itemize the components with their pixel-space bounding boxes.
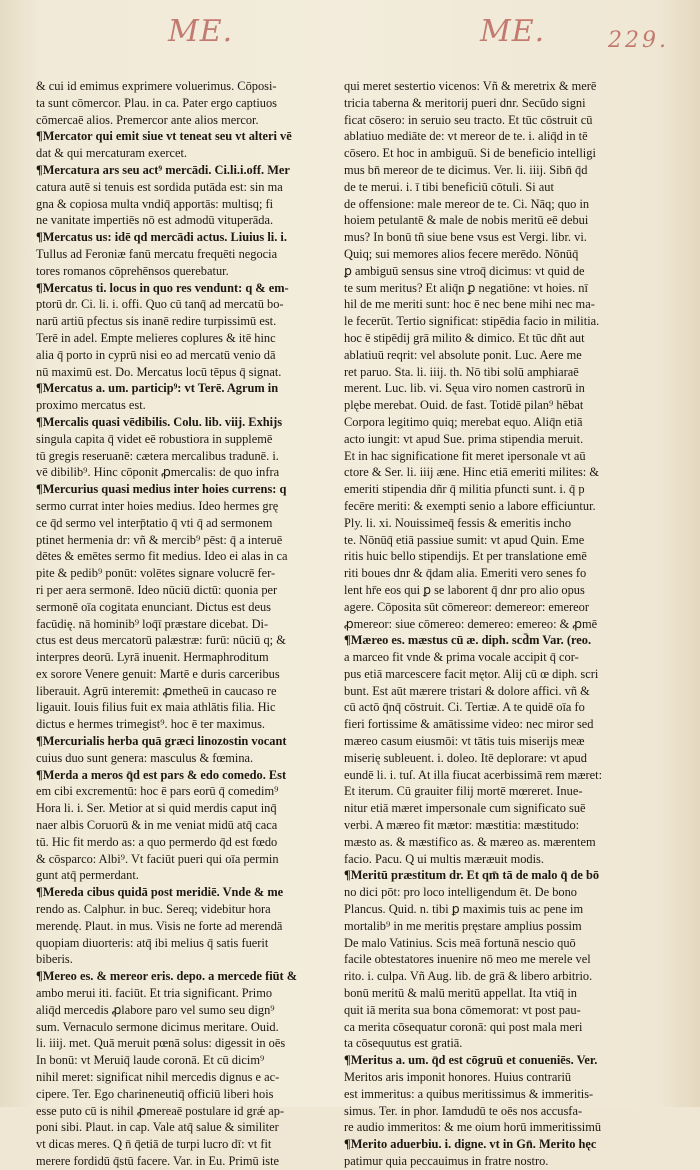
text-line: a marceo fit vnde & prima vocale accipit q̄ cor- — [344, 650, 579, 665]
text-line: tores romanos cōprehēnsos querebatur. — [36, 263, 229, 278]
text-line: ctus est deus mercatorū palæstræ: furū: nūciū q; & — [36, 633, 286, 648]
text-line: gna & copiosa multa vndiq̄ apportās: multisq; fi — [36, 196, 274, 211]
text-line: cū actō q̄nq̄ cōstruit. Ci. Tertiæ. A te quidē oīa fo — [344, 700, 585, 715]
text-line: agere. Cōposita sūt cōmereor: demereor: emereor — [344, 599, 589, 614]
text-line: tū. Hic fit merdo as: a quo permerdo q̄d est fœdo — [36, 834, 278, 849]
handwritten-header-left: ME. — [168, 14, 234, 49]
text-line: hoiem petulantē & male de nobis meritū eē debui — [344, 213, 589, 228]
text-line: Hora li. i. Ser. Metior at si quid merdis caput inq̄ — [36, 801, 277, 816]
text-line: facile obtestatores inuenire nō meo me merele vel — [344, 952, 591, 967]
text-line: mus? In bonū tñ siue bene vsus est Vergi. libr. vi. — [344, 230, 587, 245]
text-line: simus. Ter. in phor. Iamdudū te oēs nos accusfa- — [344, 1103, 583, 1118]
text-line: Meritos aris imponit honores. Huius contrariū — [344, 1070, 572, 1085]
text-line: facio. Pacu. Q ui multis mæræuit modis. — [344, 851, 544, 866]
text-line: ca merita cōsequatur coronā: qui post mala meri — [344, 1019, 583, 1034]
dictionary-entry-line: ¶Mercator qui emit siue vt teneat seu vt alteri vē — [36, 129, 292, 144]
text-line: aliq̄d mercedis ꝓlabore paro vel sumo seu dign⁹ — [36, 1002, 275, 1017]
text-line: qui meret sestertio vicenos: Vñ & meretrix & merē — [344, 79, 597, 93]
text-line: biberis. — [36, 952, 73, 967]
text-line: naer albis Coruorū & in me veniat midū atq̄ caca — [36, 818, 278, 833]
text-line: facūdię. nā hominib⁹ loq̄ī præstare dicebat. Di- — [36, 616, 269, 631]
dictionary-entry-line: ¶Mereda cibus quidā post meridiē. Vnde & me — [36, 885, 284, 900]
dictionary-entry-line: ¶Mercatus us: idē qd mercādi actus. Liuius li. i. — [36, 230, 287, 245]
text-line: vt dicas meres. Q n̄ q̄etiā de turpi lucro dī: vt fit — [36, 1137, 272, 1152]
text-line: riti boues dnr & q̄dam alia. Emeriti vero senes fo — [344, 566, 587, 581]
left-text-column — [36, 78, 332, 1170]
text-line: cipere. Ter. Ego charineneutiq̄ officiū liberi hois — [36, 1086, 274, 1101]
text-line: fecēre meriti: & exempti senio a labore efficiuntur. — [344, 498, 596, 513]
text-line: ablatiuo mediāte de: vt mereor de te. i. aliq̄d in tē — [344, 129, 588, 144]
text-line: sum. Vernaculo sermone dicimus meritare. Ouid. — [36, 1019, 279, 1034]
text-line: sermo currat inter hoies medius. Ideo hermes grę — [36, 498, 279, 513]
text-line: de te merui. i. ī tibi beneficiū cōtuli. Si aut — [344, 179, 554, 194]
text-line: rendo as. Calphur. in buc. Sereq; videbitur hora — [36, 902, 271, 917]
text-line: catura autē si tenuis est sordida putāda est: sin ma — [36, 179, 283, 194]
dictionary-entry-line: ¶Meritū præstitum dr. Et qm̄ tā de malo q̄ de bō — [344, 868, 600, 883]
text-line: nitur etiā mæret impersonale cum significato suē — [344, 801, 586, 816]
dictionary-entry-line: ¶Mercurius quasi medius inter hoies currens: q — [36, 482, 287, 497]
text-line: dat & qui mercaturam exercet. — [36, 146, 188, 161]
text-line: alia q̄ porto in cyprū nisi eo ad mercatū venio dā — [36, 347, 276, 362]
text-line: acto iungit: vt apud Sue. prima stipendia meruit. — [344, 431, 584, 446]
text-line: lent hr̄e eos qui ꝑ se laborent q̄ dnr pro alio opus — [344, 582, 585, 597]
text-line: proximo mercatus est. — [36, 398, 146, 413]
text-line: emeriti stipendia dñr q̄ militia pfuncti sunt. i. q̄ p — [344, 482, 585, 497]
text-line: In bonū: vt Meruiq̄ laude coronā. Et cū dicim⁹ — [36, 1053, 265, 1068]
text-line: Terē in adel. Empte melieres coplures & itē hinc — [36, 330, 276, 345]
text-line: narū artiū pfectus sis inanē redire turpissimū est. — [36, 314, 277, 329]
text-line: li. iiij. met. Quā meruit pœnā solus: digessit in oēs — [36, 1036, 286, 1051]
text-line: ne vanitate impertiēs nō est admodū vituperāda. — [36, 213, 274, 228]
text-line: patimur quia peccauimus in fratre nostro. — [344, 1154, 549, 1168]
text-line: te. Nōnūq̄ etiā passiue sumit: vt apud Quin. Eme — [344, 532, 585, 547]
text-line: quit iā merita sua bona cōmemorat: vt post pau- — [344, 1002, 581, 1017]
text-line: mortalib⁹ in me meritis pręstare amplius possim — [344, 918, 582, 933]
text-line: cōsero. Et hoc in ambiguū. Si de beneficio intelligi — [344, 146, 596, 161]
text-line: interpres deorū. Lyrā inuenit. Hermaphroditum — [36, 650, 269, 665]
text-line: merent. Luc. lib. vi. Sęua viro nomen castrorū in — [344, 381, 585, 396]
dictionary-entry-line: ¶Mercatura ars seu act⁹ mercādi. Ci.li.i.off. Mer — [36, 162, 290, 177]
text-line: & cui id emimus exprimere voluerimus. Cōposi- — [36, 79, 277, 93]
text-line: verbi. A mæreo fit mætor: mæstitia: mæstitudo: — [344, 818, 580, 833]
text-line: re audio immeritos: & me oium horū immeritissimū — [344, 1120, 602, 1135]
text-line: ꝑ ambiguū sensus sine vtroq̄ dicimus: vt quid de — [344, 263, 585, 278]
text-line: Tullus ad Feroniæ fanū mercatu frequēti negocia — [36, 246, 278, 261]
text-line: gunt atq̄ permerdant. — [36, 868, 139, 883]
text-line: ꝓmereor: siue cōmereo: demereo: emereo: & ꝓmē — [344, 616, 598, 631]
text-line: Ply. li. xi. Nouissimeq̄ fessis & emeritis incho — [344, 515, 572, 530]
text-line: no dici pōt: pro loco intelligendum ēt. De bono — [344, 885, 577, 900]
dictionary-entry-line: ¶Merito aduerbiu. i. digne. vt in Gn̄. Merito hęc — [344, 1137, 597, 1152]
text-line: ficat cōsero: in seruio seu tracto. Et tūc cōstruit cū — [344, 112, 593, 127]
text-line: Plancus. Quid. n. tibi ꝑ maximis tuis ac pene im — [344, 902, 584, 917]
dictionary-entry-line: ¶Mercatus ti. locus in quo res vendunt: q & em- — [36, 280, 289, 295]
text-line: ri per aera sermonē. Ideo nūciū dictū: quonia per — [36, 582, 278, 597]
text-line: sermonē oīa cogitata enunciant. Dictus est deus — [36, 599, 272, 614]
folio-number: 229. — [608, 28, 669, 53]
text-line: quopiam diuorteris: atq̄ ibi melius q̄ satis fuerit — [36, 935, 269, 950]
text-line: merere fordidū q̄stū facere. Var. in Eu. Primū iste — [36, 1154, 280, 1168]
text-line: em cibi excrementū: hoc ē pars eorū q̄ comedim⁹ — [36, 784, 279, 799]
text-line: ce q̄d sermo vel interp̄tatio q̄ vti q̄ ad sermonem — [36, 515, 273, 530]
text-line: Et iterum. Cū grauiter filij mortē mœreret. Inue- — [344, 784, 583, 799]
text-line: Quiq; sui memores alios fecere merēdo. Nōnūq̄ — [344, 246, 579, 261]
dictionary-entry-line: ¶Mereo es. & mereor eris. depo. a mercede fiūt & — [36, 969, 298, 984]
text-line: pus etiā marcescere facit mętor. Alij cū œ diph. scri — [344, 666, 599, 681]
text-line: hil de me meriti sunt: hoc ē nec bene mihi nec ma- — [344, 297, 595, 312]
text-line: ligauit. Iouis filius fuit ex maia athlātis filia. Hic — [36, 700, 276, 715]
text-line: liberauit. Agrū interemit: ꝓmetheū in caucaso re — [36, 683, 277, 698]
text-line: tricia taberna & meritorij pueri dnr. Secūdo signi — [344, 95, 586, 110]
text-line: ptorū dr. Ci. li. i. offi. Quo cū tanq̄ ad mercatū bo- — [36, 297, 284, 312]
text-line: bunt. Est aūt mærere tristari & dolore affici. vñ & — [344, 683, 590, 698]
text-line: mæsto as. & mæstifico as. & mæreo as. mærentem — [344, 834, 596, 849]
dictionary-entry-line: ¶Mercalis quasi vēdibilis. Colu. lib. viij. Exhijs — [36, 414, 283, 429]
text-line: est immeritus: a quibus meritissimus & immeritis- — [344, 1086, 594, 1101]
text-line: mæreo casum eiusmōi: vt tātis tuis miserijs meæ — [344, 734, 585, 749]
text-line: esse puto cū is nihil ꝓmereaē postulare id grǽ ap- — [36, 1103, 285, 1118]
text-line: cōmercaē alios. Premercor ante alios mercor. — [36, 112, 259, 127]
text-line: ritis huic bello stipendijs. Et per translatione emē — [344, 549, 587, 564]
text-line: Et in hac significatione fit meret ipersonale vt aū — [344, 448, 586, 463]
text-line: vē dibilib⁹. Hinc cōponit ꝓmercalis: de quo infra — [36, 465, 280, 480]
text-line: mus bn̄ mereor de te dicimus. Ver. li. iiij. Sibn̄ q̄d — [344, 162, 588, 177]
text-line: le fecerūt. Tertio significat: stipēdia facio in militia. — [344, 314, 600, 329]
dictionary-entry-line: ¶Mercurialis herba quā græci linozostin vocant — [36, 734, 287, 749]
text-line: nū maximū est. Do. Mercatus locū tēpus q̄ signat. — [36, 364, 282, 379]
dictionary-entry-line: ¶Mercatus a. um. particip⁹: vt Terē. Agrum in — [36, 381, 279, 396]
text-line: tū gregis reseruanē: cætera mercalibus tradunē. i. — [36, 448, 279, 463]
text-line: merendę. Plaut. in mus. Visis ne forte ad merendā — [36, 918, 283, 933]
text-line: miserię subleuent. i. doleo. Itē deplorare: vt apud — [344, 750, 587, 765]
text-line: & cōsparco: Albi⁹. Vt faciūt pueri qui oīa permin — [36, 851, 279, 866]
text-line: de offensione: male mereor de te. Ci. Nāq; quo in — [344, 196, 590, 211]
text-line: plębe merebat. Ouid. de fast. Totidē pilan⁹ hēbat — [344, 398, 584, 413]
text-line: dictus e hermes trimegist⁹. hoc ē ter maximus. — [36, 717, 266, 732]
dictionary-entry-line: ¶Merda a meros q̄d est pars & edo comedo. Est — [36, 767, 287, 782]
text-line: De malo Vatinius. Scis meā fortunā nescio quō — [344, 935, 576, 950]
text-line: ctore & Ser. li. iiij æne. Hinc etiā emeriti milites: & — [344, 465, 599, 480]
text-line: poni sibi. Plaut. in cap. Vale atq̄ salue & similiter — [36, 1120, 279, 1135]
text-line: cuius duo sunt genera: masculus & fœmina. — [36, 750, 254, 765]
text-line: te sum meritus? Et aliq̄n ꝑ negatiōne: vt hoies. nī — [344, 280, 588, 295]
text-line: dētes & emētes sermo fit medius. Ideo ei alas in ca — [36, 549, 288, 564]
text-line: ex sorore Venere genuit: Martē e duris carceribus — [36, 666, 280, 681]
dictionary-entry-line: ¶Mæreo es. mæstus cū æ. diph. scd̄m Var. (reo. — [344, 633, 592, 648]
text-line: fieri fortissime & amātissime video: nec miror sed — [344, 717, 594, 732]
text-line: pite & pedib⁹ ponūt: volētes signare volucrē fer- — [36, 566, 276, 581]
text-line: bonū meritū & malū meritū appellat. Ita vtiq̄ in — [344, 986, 577, 1001]
right-text-column — [344, 78, 640, 1170]
text-line: ablatiuū reqrit: vel absolute ponit. Luc. Aere me — [344, 347, 582, 362]
text-line: singula capita q̄ videt eē robustiora in supplemē — [36, 431, 273, 446]
text-line: nihil meret: significat nihil mercedis dignus e ac- — [36, 1070, 280, 1085]
text-line: ptinet hermenia dr: vñ & mercib⁹ pēst: q̄ a interuē — [36, 532, 283, 547]
text-line: ambo merui iti. faciūt. Et tria significant. Primo — [36, 986, 273, 1001]
text-line: rito. i. culpa. Vñ Aug. lib. de grā & libero arbitrio. — [344, 969, 593, 984]
text-line: ret paruo. Sta. li. iiij. th. Nō tibi solū amphiaraē — [344, 364, 579, 379]
text-line: hoc ē stipēdij grā milito & dimico. Et tūc dñt aut — [344, 330, 585, 345]
text-line: Corpora legitimo quiq; merebat equo. Aliq̄n etiā — [344, 414, 583, 429]
text-line: ta cōsequutus est gratiā. — [344, 1036, 463, 1051]
text-line: ta sunt cōmercor. Plau. in ca. Pater ergo captiuos — [36, 95, 277, 110]
handwritten-header-right: ME. — [480, 14, 546, 49]
text-line: eundē li. i. tuſ. At illa fiucat acerbissimā rem mæret: — [344, 767, 603, 782]
dictionary-entry-line: ¶Meritus a. um. q̄d est cōgruū et conueniēs. Ver. — [344, 1053, 598, 1068]
